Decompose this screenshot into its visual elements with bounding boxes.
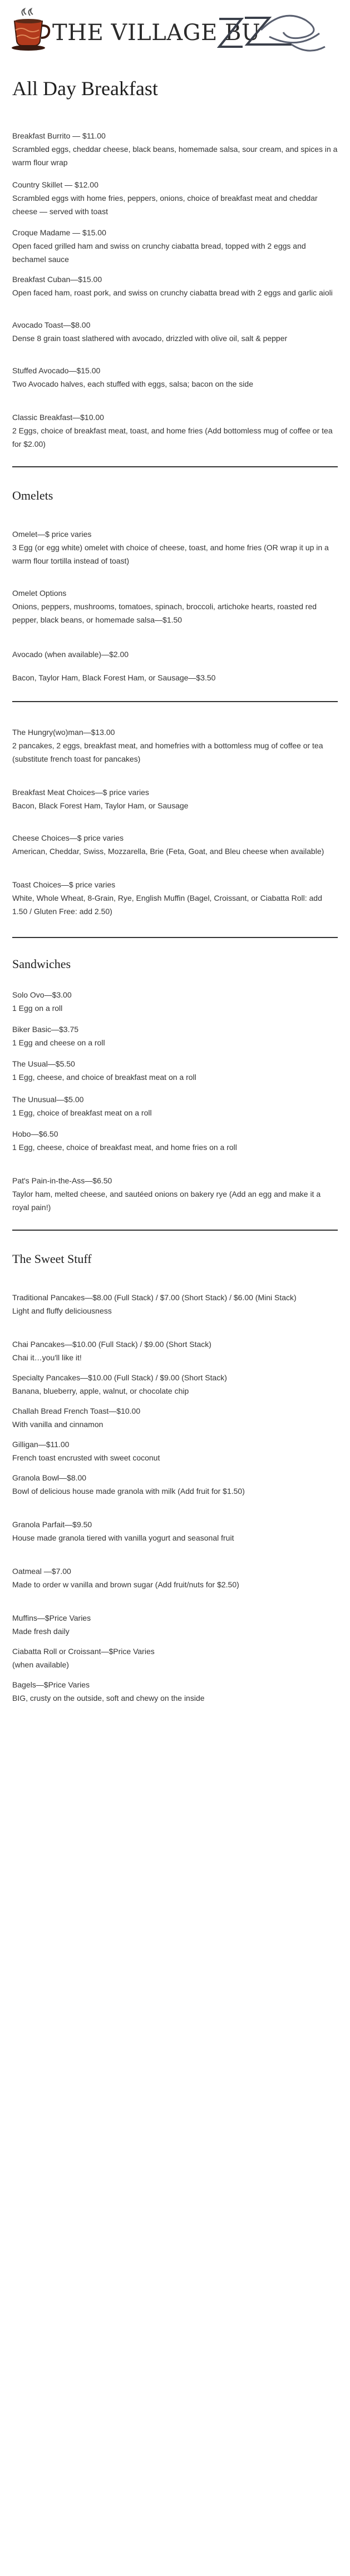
menu-item [12,411,338,451]
menu-item [12,1678,338,1705]
section-title-sweet-stuff: The Sweet Stuff [12,1252,92,1266]
item-description: Bowl of delicious house made granola with milk (Add fruit for $1.50) [12,1487,245,1496]
item-description: French toast encrusted with sweet coconut [12,1453,160,1462]
item-name: The Unusual—$5.00 [12,1095,84,1104]
buzz-swirl-icon [208,8,336,58]
item-name: Muffins—$Price Varies [12,1613,91,1622]
menu-item [12,273,338,299]
item-name: Breakfast Cuban—$15.00 [12,275,102,284]
menu-item [12,226,338,266]
item-name: Granola Bowl—$8.00 [12,1473,87,1482]
item-name: Granola Parfait—$9.50 [12,1520,92,1529]
menu-item [12,1611,338,1638]
item-name: Traditional Pancakes—$8.00 (Full Stack) / $7.00 (Short Stack) / $6.00 (Mini Stack) [12,1293,297,1302]
site-header [0,0,350,61]
item-name: Avocado (when available)—$2.00 [12,650,129,659]
item-description: Bacon, Black Forest Ham, Taylor Ham, or Sausage [12,801,189,810]
menu-item [12,831,338,858]
menu-item [12,1371,338,1398]
item-description: Two Avocado halves, each stuffed with eggs, salsa; bacon on the side [12,379,253,388]
section-divider [12,701,338,702]
menu-item [12,129,338,169]
item-name: Specialty Pancakes—$10.00 (Full Stack) / $9.00 (Short Stack) [12,1373,227,1382]
item-description: Dense 8 grain toast slathered with avocado, drizzled with olive oil, salt & pepper [12,334,288,343]
item-name: Gilligan—$11.00 [12,1440,70,1449]
menu-item [12,1645,338,1671]
item-description: Made to order w vanilla and brown sugar (Add fruit/nuts for $2.50) [12,1580,239,1589]
item-description: White, Whole Wheat, 8-Grain, Rye, English Muffin (Bagel, Croissant, or Ciabatta Roll: add 1.50 / Gluten Free: add 2.50) [12,894,322,916]
item-name: Classic Breakfast—$10.00 [12,413,104,422]
menu-item [12,1565,338,1591]
item-description: Scrambled eggs, cheddar cheese, black beans, homemade salsa, sour cream, and spices in a warm flour wrap [12,145,338,167]
item-name: Chai Pancakes—$10.00 (Full Stack) / $9.00 (Short Stack) [12,1340,211,1349]
menu-item [12,364,338,391]
coffee-cup-icon [8,8,52,52]
item-description: Open faced grilled ham and swiss on crunchy ciabatta bread, topped with 2 eggs and bechamel sauce [12,241,306,264]
item-name: Bagels—$Price Varies [12,1680,90,1689]
item-name: The Hungry(wo)man—$13.00 [12,728,115,737]
item-description: American, Cheddar, Swiss, Mozzarella, Brie (Feta, Goat, and Bleu cheese when available) [12,847,324,856]
item-description: 1 Egg, cheese, and choice of breakfast meat on a roll [12,1073,196,1082]
item-name: Croque Madame — $15.00 [12,228,106,237]
menu-item [12,1174,338,1214]
item-description: 1 Egg and cheese on a roll [12,1038,105,1047]
item-description: Banana, blueberry, apple, walnut, or chocolate chip [12,1386,189,1395]
section-title-sandwiches: Sandwiches [12,957,71,971]
menu-item [12,1127,338,1154]
item-description: 1 Egg, cheese, choice of breakfast meat, and home fries on a roll [12,1143,237,1152]
item-description: 2 pancakes, 2 eggs, breakfast meat, and homefries with a bottomless mug of coffee or tea (substitute french toast for pancakes) [12,741,323,763]
menu-item [12,1093,338,1119]
item-name: Solo Ovo—$3.00 [12,990,72,999]
item-name: Oatmeal —$7.00 [12,1567,71,1576]
item-description: House made granola tiered with vanilla yogurt and seasonal fruit [12,1533,234,1542]
item-name: Cheese Choices—$ price varies [12,833,124,842]
menu-item [12,178,338,218]
menu-item [12,1404,338,1431]
section-divider [12,937,338,938]
menu-item [12,527,338,567]
menu-item [12,586,338,626]
item-name: Challah Bread French Toast—$10.00 [12,1407,141,1415]
item-description: Chai it…you'll like it! [12,1353,82,1362]
item-description: Open faced ham, roast pork, and swiss on crunchy ciabatta bread with 2 eggs and garlic aioli [12,288,333,297]
item-description: Taylor ham, melted cheese, and sautéed onions on bakery rye (Add an egg and make it a royal pain!) [12,1190,321,1212]
menu-item [12,1023,338,1049]
item-description: (when available) [12,1660,69,1669]
menu-item [12,878,338,918]
item-description: With vanilla and cinnamon [12,1420,103,1429]
section-divider [12,1230,338,1231]
menu-item [12,671,338,684]
item-description: 3 Egg (or egg white) omelet with choice of cheese, toast, and home fries (OR wrap it up in a warm flour tortilla instead of toast) [12,543,329,565]
item-description: Made fresh daily [12,1627,70,1636]
item-description: 2 Eggs, choice of breakfast meat, toast, and home fries (Add bottomless mug of coffee or tea for $2.00) [12,426,333,448]
section-title-omelets: Omelets [12,488,53,502]
menu-item [12,786,338,812]
item-description: Light and fluffy deliciousness [12,1306,112,1315]
item-name: Omelet Options [12,589,67,598]
item-name: Toast Choices—$ price varies [12,880,116,889]
item-description: 1 Egg, choice of breakfast meat on a roll [12,1108,152,1117]
item-name: Avocado Toast—$8.00 [12,320,91,329]
menu-item [12,1518,338,1544]
menu-item [12,1057,338,1084]
item-name: Biker Basic—$3.75 [12,1025,79,1034]
village-buzz-logo[interactable] [8,8,342,58]
item-description: 1 Egg on a roll [12,1004,63,1013]
section-divider [12,466,338,467]
menu-item [12,1438,338,1464]
menu-item [12,318,338,345]
item-description: Scrambled eggs with home fries, peppers, onions, choice of breakfast meat and cheddar cheese — served with toast [12,194,318,216]
item-description: BIG, crusty on the outside, soft and chewy on the inside [12,1694,205,1702]
menu-item [12,1471,338,1498]
menu-item [12,648,338,661]
item-name: Country Skillet — $12.00 [12,180,98,189]
item-name: Ciabatta Roll or Croissant—$Price Varies [12,1647,155,1656]
item-name: Breakfast Meat Choices—$ price varies [12,788,149,797]
item-name: Omelet—$ price varies [12,530,92,539]
menu-item [12,726,338,766]
item-name: Pat's Pain-in-the-Ass—$6.50 [12,1176,112,1185]
item-name: Stuffed Avocado—$15.00 [12,366,101,375]
menu-item [12,1291,338,1317]
item-name: Bacon, Taylor Ham, Black Forest Ham, or Sausage—$3.50 [12,673,216,682]
page-title: All Day Breakfast [12,77,158,100]
menu-item [12,1338,338,1364]
item-name: Breakfast Burrito — $11.00 [12,131,106,140]
item-name: The Usual—$5.50 [12,1059,75,1068]
item-name: Hobo—$6.50 [12,1129,58,1138]
item-description: Onions, peppers, mushrooms, tomatoes, spinach, broccoli, artichoke hearts, roasted red pepper, black beans, or homemade salsa—$1.50 [12,602,317,624]
menu-item [12,988,338,1015]
brand-name: THE VILLAGE BU [52,20,261,46]
